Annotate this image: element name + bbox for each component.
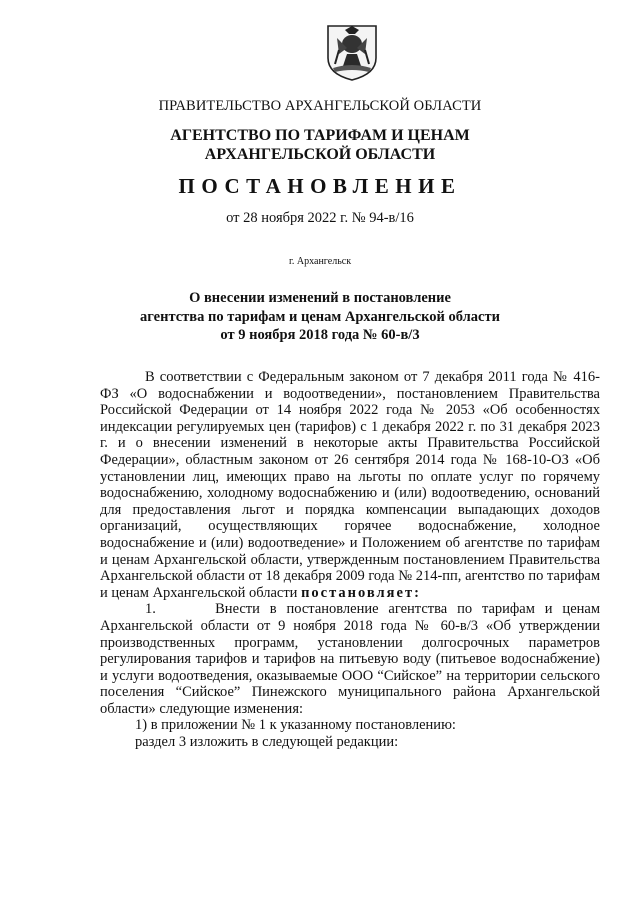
item-1-paragraph (100, 601, 600, 717)
item-1-number: 1. (145, 601, 156, 618)
subject-line1: О внесении изменений в постановление (189, 290, 451, 306)
document-body (100, 369, 600, 751)
agency-title-line1: АГЕНТСТВО ПО ТАРИФАМ И ЦЕНАМ (170, 127, 470, 144)
item-1-text: Внести в постановление агентства по тарифам и ценам Архангельской области от 9 ноября 2018 года № 60-в/3 «Об утверждении производственных программ, установлении долгосрочных параметров регулирования тарифов и тарифов на питьевую воду (питьевое водоснабжение) и услуги водоотведения, оказываемые ООО “Сийское” на территории сельского поселения “Сийское” Пинежского муниципального района Архангельской области» следующие изменения: (100, 601, 600, 717)
document-date-number: от 28 ноября 2022 г. № 94-в/16 (226, 210, 414, 226)
government-name: ПРАВИТЕЛЬСТВО АРХАНГЕЛЬСКОЙ ОБЛАСТИ (158, 98, 482, 114)
agency-title-line2: АРХАНГЕЛЬСКОЙ ОБЛАСТИ (204, 146, 436, 163)
coat-of-arms-emblem (325, 24, 379, 82)
subject-line2: агентства по тарифам и ценам Архангельской области (140, 308, 500, 325)
preamble-paragraph (100, 369, 600, 601)
subitem-2: раздел 3 изложить в следующей редакции: (135, 734, 399, 751)
preamble-text: В соответствии с Федеральным законом от 7 декабря 2011 года № 416-ФЗ «О водоснабжении и водоотведении», постановлением Правительства Российской Федерации от 14 ноября 2022 года № 2053 «Об особенностях индексации регулируемых цен (тарифов) с 1 декабря 2022 г. по 31 декабря 2023 г. и о внесении изменений в некоторые акты Правительства Российской Федерации», областным законом от 26 сентября 2014 года № 168-10-ОЗ «Об установлении лиц, имеющих право на льготы по оплате услуг по горячему водоснабжению, холодному водоснабжению и (или) водоотведению, оснований для предоставления льгот и порядка компенсации выпадающих доходов организаций, осуществляющих горячее водоснабжение, холодное водоснабжение и (или) водоотведение» и Положением об агентстве по тарифам и ценам Архангельской области, утвержденным постановлением Правительства Архангельской области от 18 декабря 2009 года № 214-пп, агентство по тарифам и ценам Архангельской области (100, 369, 600, 601)
agency-title (0, 126, 640, 164)
subject-line3: от 9 ноября 2018 года № 60-в/3 (220, 327, 420, 343)
document-subject (0, 289, 640, 345)
decides-word: постановляет: (301, 584, 421, 601)
document-type: ПОСТАНОВЛЕНИЕ (178, 174, 462, 198)
subitem-1: 1) в приложении № 1 к указанному постановлению: (135, 717, 456, 734)
document-city: г. Архангельск (288, 256, 352, 267)
